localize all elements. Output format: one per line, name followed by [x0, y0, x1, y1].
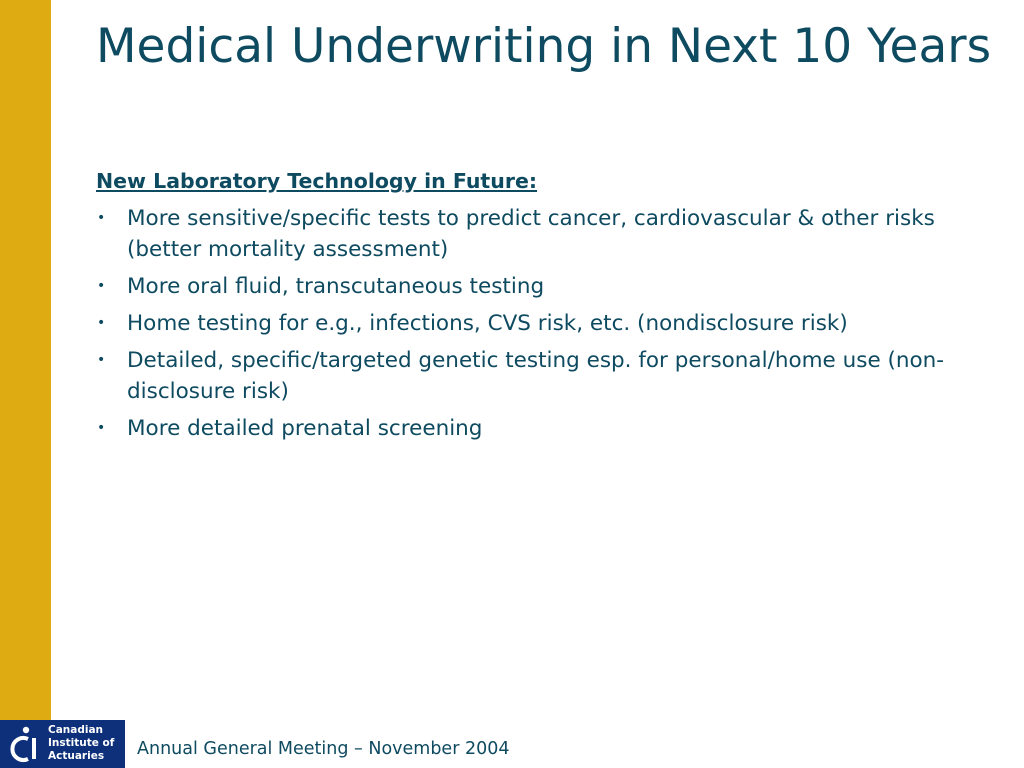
bullet-item — [96, 271, 996, 302]
logo-line: Canadian — [48, 724, 104, 736]
bullet-item — [96, 203, 996, 265]
footer-event-label: Annual General Meeting – November 2004 — [137, 739, 510, 759]
side-accent-bar — [0, 0, 51, 720]
slide-content — [96, 167, 996, 450]
logo-line: Actuaries — [48, 750, 105, 762]
bullet-text: More oral fluid, transcutaneous testing — [127, 274, 545, 299]
bullet-text: More sensitive/specific tests to predict cancer, cardiovascular & other risks (better mortality assessment) — [127, 206, 935, 262]
bullet-item — [96, 345, 996, 407]
bullet-text: More detailed prenatal screening — [127, 416, 483, 441]
cia-logo-icon — [4, 724, 44, 764]
slide-title: Medical Underwriting in Next 10 Years — [96, 19, 992, 74]
bullet-text: Detailed, specific/targeted genetic testing esp. for personal/home use (non-disclosure risk) — [127, 348, 945, 404]
bullet-item — [96, 413, 996, 444]
bullet-icon: • — [97, 352, 106, 368]
cia-logo — [0, 720, 125, 768]
bullet-icon: • — [97, 278, 106, 294]
bullet-icon: • — [97, 315, 106, 331]
logo-line: Institute of — [48, 737, 115, 749]
logo-wordmark — [48, 724, 114, 763]
bullet-item — [96, 308, 996, 339]
bullet-icon: • — [97, 420, 106, 436]
bullet-text: Home testing for e.g., infections, CVS risk, etc. (nondisclosure risk) — [127, 311, 848, 336]
section-subheading: New Laboratory Technology in Future: — [96, 169, 538, 193]
bullet-list — [96, 203, 996, 444]
bullet-icon: • — [97, 210, 106, 226]
